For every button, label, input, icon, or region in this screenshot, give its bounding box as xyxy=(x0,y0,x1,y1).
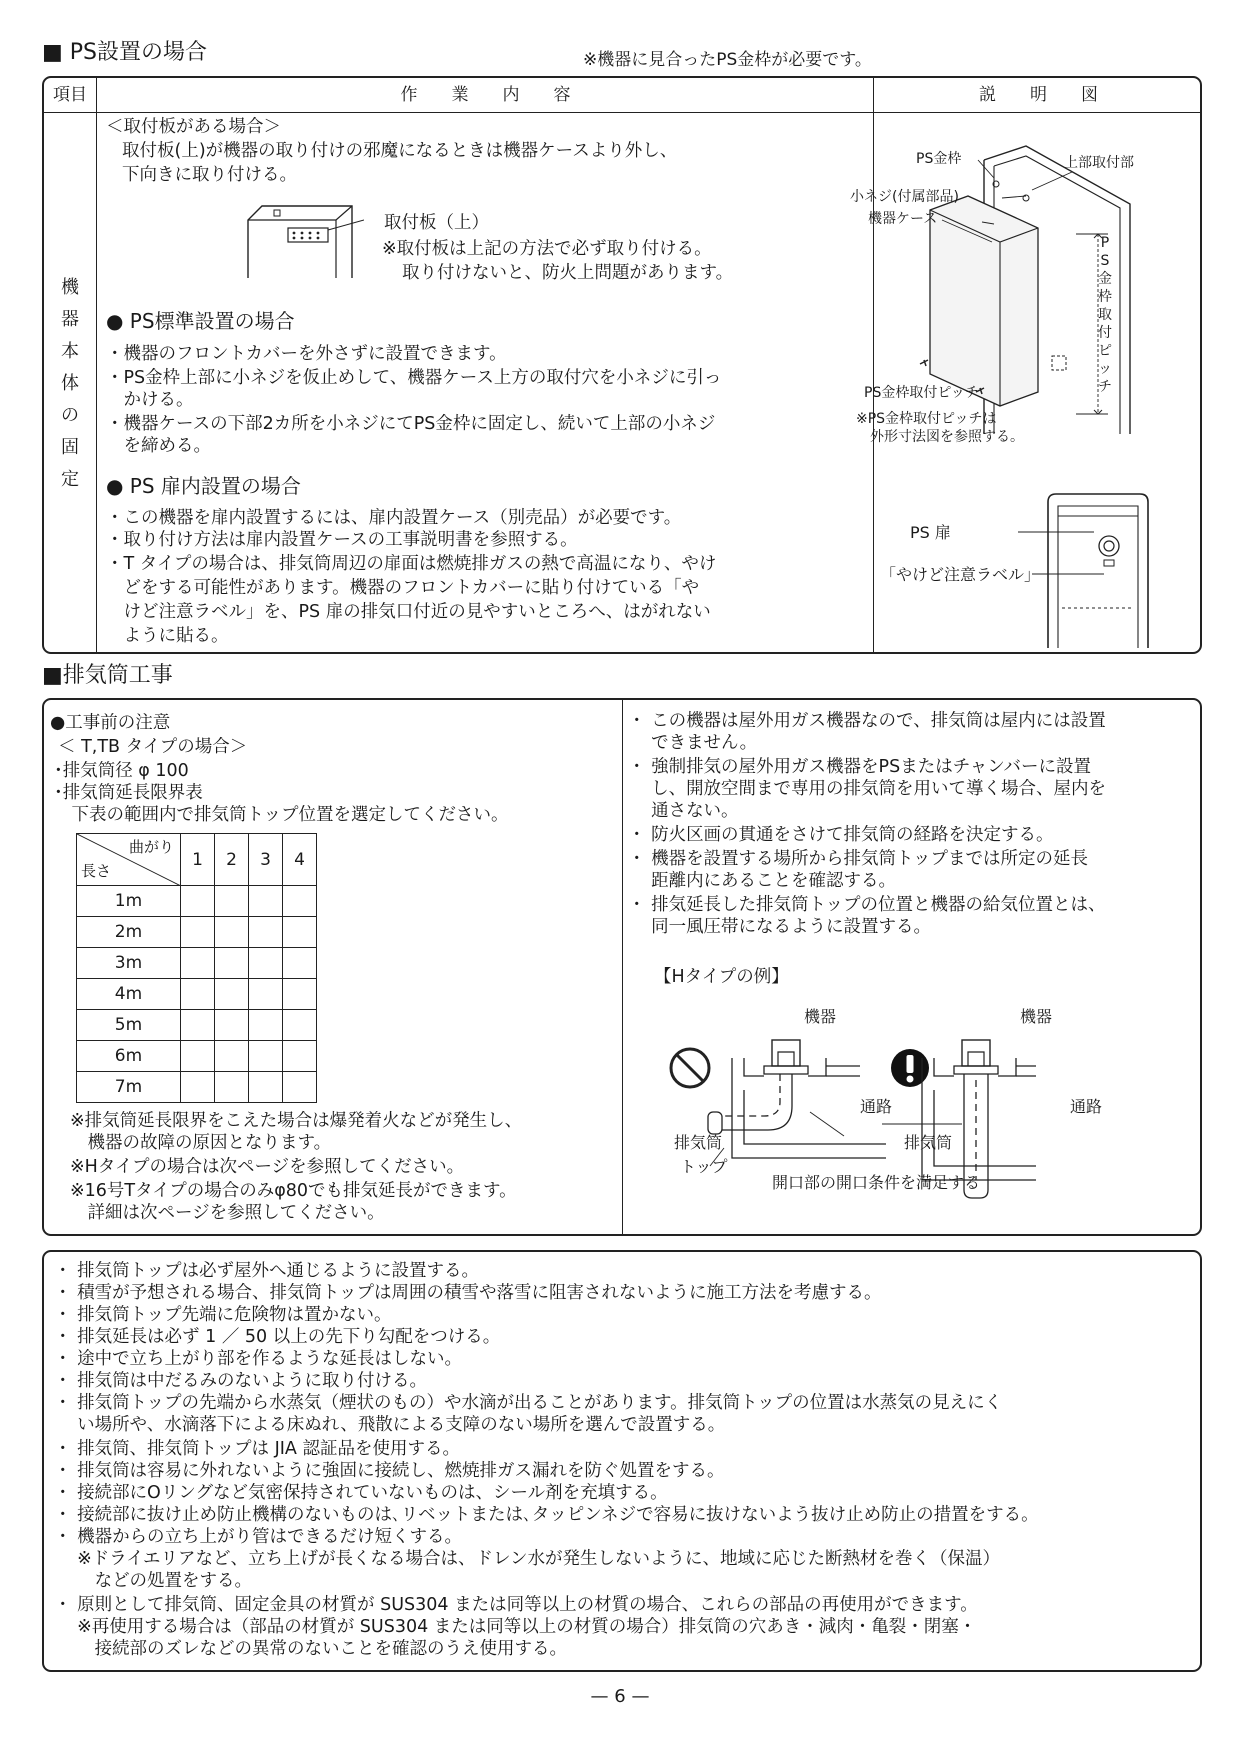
fig1-pitch-note-2: 外形寸法図を参照する。 xyxy=(870,429,1024,445)
mount-plate-label: 取付板（上） xyxy=(384,213,489,233)
mount-plate-warn-2: 取り付けないと、防火上問題があります。 xyxy=(402,263,734,283)
mount-plate-line-1: 取付板(上)が機器の取り付けの邪魔になるときは機器ケースより外し、 xyxy=(122,141,678,161)
header-item: 項目 xyxy=(53,85,87,105)
page-number: — 6 — xyxy=(590,1686,650,1707)
door-line-6: ように貼る。 xyxy=(106,626,229,646)
precaution-line: ・ 積雪が予想される場合、排気筒トップは周囲の積雪や落雪に阻害されないように施工方法を考慮する。 xyxy=(54,1283,882,1303)
exhaust-precautions-box xyxy=(42,1250,1202,1672)
fig1-pitch-label: PS金枠取付ピッチ xyxy=(864,385,979,401)
exhaust-box xyxy=(42,698,1202,1236)
door-line-3: ・T タイプの場合は、排気筒周辺の扉面は燃焼排ガスの熱で高温になり、やけ xyxy=(106,554,717,574)
fig1-pitch-note-1: ※PS金枠取付ピッチは xyxy=(856,411,997,427)
col-header: 3 xyxy=(249,834,283,886)
fig1-ps-frame-label: PS金枠 xyxy=(916,151,962,167)
table-corner xyxy=(77,834,181,886)
standard-line-2: ・PS金枠上部に小ネジを仮止めして、機器ケース上方の取付穴を小ネジに引っ xyxy=(106,368,722,388)
mount-plate-warn-1: ※取付板は上記の方法で必ず取り付ける。 xyxy=(382,239,712,259)
precaution-line: ・ 接続部にOリングなど気密保持されていないものは、シール剤を充填する。 xyxy=(54,1483,668,1503)
fig1-top-mount-label: 上部取付部 xyxy=(1064,155,1134,171)
precaution-line: ・ 原則として排気筒、固定金具の材質が SUS304 または同等以上の材質の場合、これらの部品の再使用ができます。 xyxy=(54,1595,978,1615)
row-header: 7m xyxy=(77,1072,181,1103)
standard-line-5: を締める。 xyxy=(106,436,211,456)
exhaust-top-label-2: トップ xyxy=(680,1157,728,1176)
exhaust-note-5: 詳細は次ページを参照してください。 xyxy=(70,1203,385,1223)
precaution-line: ・ 排気筒トップは必ず屋外へ通じるように設置する。 xyxy=(54,1261,480,1281)
precaution-line: い場所や、水滴落下による床ぬれ、飛散による支障のない場所を選んで設置する。 xyxy=(54,1415,726,1435)
ps-frame-note: ※機器に見合ったPS金枠が必要です。 xyxy=(583,50,872,70)
col-header: 1 xyxy=(181,834,215,886)
fig1-pitch-vertical: P S 金 枠 取 付 ピ ッ チ xyxy=(1098,235,1112,395)
precaution-line: ※再使用する場合は（部品の材質が SUS304 または同等以上の材質の場合）排気筒の穴あき・減肉・亀裂・閉塞・ xyxy=(54,1617,977,1637)
exhaust-right-line: 距離内にあることを確認する。 xyxy=(628,871,897,891)
header-divider xyxy=(44,112,1200,113)
standard-line-3: かける。 xyxy=(106,390,194,410)
device-label-left: 機器 xyxy=(804,1007,837,1026)
exhaust-note-2: 機器の故障の原因となります。 xyxy=(70,1133,332,1153)
pre-work-heading: ●工事前の注意 xyxy=(50,713,171,733)
row-header: 3m xyxy=(77,948,181,979)
door-line-5: けど注意ラベル」を、PS 扉の排気口付近の見やすいところへ、はがれない xyxy=(106,602,711,622)
corner-bend-label: 曲がり xyxy=(128,838,174,856)
exhaust-top-label-1: 排気筒 xyxy=(674,1133,723,1152)
precaution-line: ※ドライエリアなど、立ち上げが長くなる場合は、ドレン水が発生しないように、地域に応じた断熱材を巻く（保温） xyxy=(54,1549,1001,1569)
exhaust-right-line: ・ 強制排気の屋外用ガス機器をPSまたはチャンバーに設置 xyxy=(628,757,1091,777)
exhaust-note-4: ※16号Tタイプの場合のみφ80でも排気延長ができます。 xyxy=(70,1181,517,1201)
precaution-line: ・ 排気筒は容易に外れないように強固に接続し、燃焼排ガス漏れを防ぐ処置をする。 xyxy=(54,1461,725,1481)
item-label: 機 器 本 体 の 固 定 xyxy=(61,277,79,490)
door-line-1: ・この機器を扉内設置するには、扉内設置ケース（別売品）が必要です。 xyxy=(106,508,682,528)
device-label-right: 機器 xyxy=(1020,1007,1053,1026)
ps-section-title: ■ PS設置の場合 xyxy=(42,40,208,65)
col-header: 4 xyxy=(283,834,317,886)
precaution-line: などの処置をする。 xyxy=(54,1571,253,1591)
precaution-line: ・ 排気筒、排気筒トップは JIA 認証品を使用する。 xyxy=(54,1439,460,1459)
passage-label-right: 通路 xyxy=(1070,1097,1103,1116)
col-header: 2 xyxy=(215,834,249,886)
fig1-case-label: 機器ケース xyxy=(868,211,938,227)
exhaust-note-3: ※Hタイプの場合は次ページを参照してください。 xyxy=(70,1157,465,1177)
exhaust-right-line: ・ 防火区画の貫通をさけて排気筒の経路を決定する。 xyxy=(628,825,1054,845)
door-line-4: どをする可能性があります。機器のフロントカバーに貼り付けている「や xyxy=(106,578,700,598)
precaution-line: 接続部のズレなどの異常のないことを確認のうえ使用する。 xyxy=(54,1639,568,1659)
fig2-door-label: PS 扉 xyxy=(910,523,951,542)
col-divider-1 xyxy=(96,78,97,652)
row-header: 2m xyxy=(77,917,181,948)
exhaust-limit-desc: 下表の範囲内で排気筒トップ位置を選定してください。 xyxy=(54,805,509,825)
header-figure: 説 明 図 xyxy=(979,85,1098,105)
col-divider-2 xyxy=(873,78,874,652)
row-header: 5m xyxy=(77,1010,181,1041)
precaution-line: ・ 排気筒は中だるみのないように取り付ける。 xyxy=(54,1371,428,1391)
corner-length-label: 長さ xyxy=(81,862,112,880)
row-header: 6m xyxy=(77,1041,181,1072)
precaution-line: ・ 機器からの立ち上がり管はできるだけ短くする。 xyxy=(54,1527,463,1547)
precaution-line: ・ 排気筒トップ先端に危険物は置かない。 xyxy=(54,1305,392,1325)
precaution-line: ・ 排気筒トップの先端から水蒸気（煙状のもの）や水滴が出ることがあります。排気筒トップの位置は水蒸気の見えにく xyxy=(54,1393,1003,1413)
exhaust-right-line: ・ 排気延長した排気筒トップの位置と機器の給気位置とは、 xyxy=(628,895,1106,915)
precaution-line: ・ 排気延長は必ず 1 ／ 50 以上の先下り勾配をつける。 xyxy=(54,1327,501,1347)
fig1-screw-label: 小ネジ(付属部品) xyxy=(850,189,959,205)
standard-line-4: ・機器ケースの下部2カ所を小ネジにてPS金枠に固定し、続いて上部の小ネジ xyxy=(106,414,716,434)
standard-line-1: ・機器のフロントカバーを外さずに設置できます。 xyxy=(106,344,507,364)
exhaust-diameter: ･排気筒径 φ 100 xyxy=(54,761,189,781)
exhaust-pipe-label: 排気筒 xyxy=(904,1133,953,1152)
exhaust-right-line: ・ この機器は屋外用ガス機器なので、排気筒は屋内には設置 xyxy=(628,711,1106,731)
door-install-heading: ● PS 扉内設置の場合 xyxy=(106,474,301,498)
exhaust-right-line: できません。 xyxy=(628,733,758,753)
exhaust-right-line: ・ 機器を設置する場所から排気筒トップまでは所定の延長 xyxy=(628,849,1089,869)
standard-install-heading: ● PS標準設置の場合 xyxy=(106,309,295,333)
row-header: 1m xyxy=(77,886,181,917)
exhaust-note-1: ※排気筒延長限界をこえた場合は爆発着火などが発生し、 xyxy=(70,1111,523,1131)
door-line-2: ・取り付け方法は扉内設置ケースの工事説明書を参照する。 xyxy=(106,530,578,550)
exhaust-right-line: 同一風圧帯になるように設置する。 xyxy=(628,917,932,937)
fig2-burn-label: 「やけど注意ラベル」 xyxy=(880,565,1041,584)
exhaust-limit-title: ･排気筒延長限界表 xyxy=(54,783,203,803)
precaution-line: ・ 途中で立ち上がり部を作るような延長はしない。 xyxy=(54,1349,463,1369)
mount-plate-line-2: 下向きに取り付ける。 xyxy=(122,165,297,185)
ps-install-table xyxy=(42,76,1202,654)
mount-plate-heading: ＜取付板がある場合＞ xyxy=(106,117,281,137)
row-header: 4m xyxy=(77,979,181,1010)
precaution-line: ・ 接続部に抜け止め防止機構のないものは､リベットまたは､タッピンネジで容易に抜けないよう抜け止め防止の措置をする。 xyxy=(54,1505,1039,1525)
opening-condition-label: 開口部の開口条件を満足する xyxy=(772,1173,981,1192)
exhaust-divider xyxy=(622,700,623,1234)
exhaust-right-line: 通さない。 xyxy=(628,801,739,821)
exhaust-right-line: し、開放空間まで専用の排気筒を用いて導く場合、屋内を xyxy=(628,779,1107,799)
extension-limit-table xyxy=(76,833,317,1103)
mount-plate-illustration xyxy=(244,200,364,280)
tt-type-heading: ＜ T,TB タイプの場合＞ xyxy=(58,737,248,757)
passage-label-left: 通路 xyxy=(860,1097,893,1116)
h-type-example-heading: 【Hタイプの例】 xyxy=(654,967,789,987)
exhaust-section-title: ■排気筒工事 xyxy=(42,663,173,688)
header-work: 作 業 内 容 xyxy=(400,85,571,105)
